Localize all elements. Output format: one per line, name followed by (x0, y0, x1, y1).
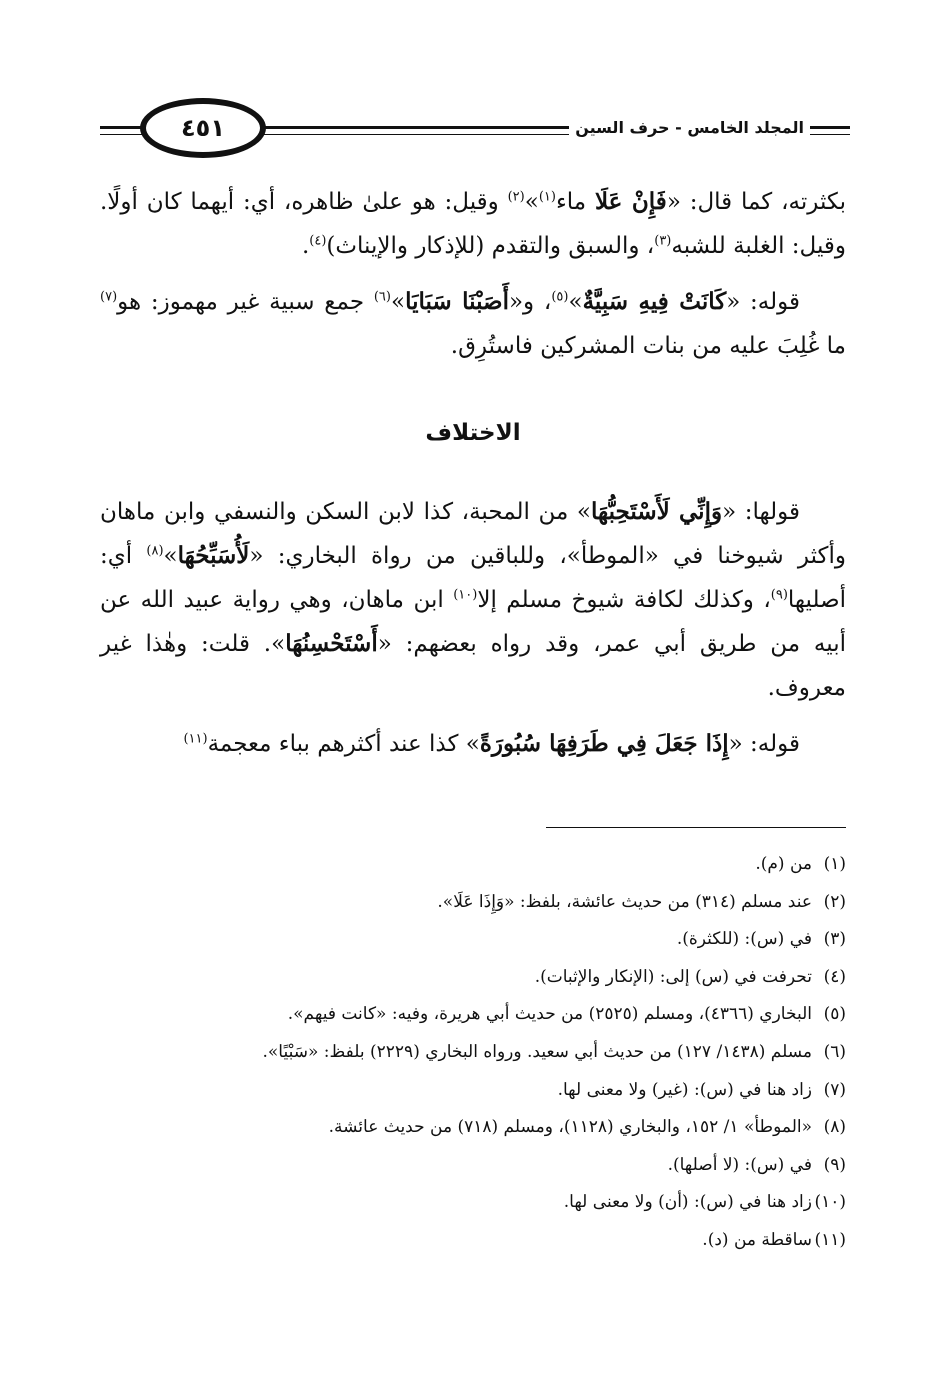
footnote-text: تحرفت في (س) إلى: (الإنكار والإثبات). (534, 966, 812, 987)
footnote-item (100, 884, 846, 922)
footnote-item (100, 959, 846, 997)
footnote-number: (٥) (823, 1004, 846, 1025)
hadith-quote: أَسْتَحْسِنُهَا (285, 630, 378, 657)
paragraph-2 (100, 280, 846, 368)
body-block-2 (100, 490, 846, 766)
footnote-text: زاد هنا في (س): (أن) ولا معنى لها. (563, 1192, 812, 1213)
hadith-quote: إِذَا جَعَلَ فِي طَرَفِهَا سُبُورَةً (479, 730, 729, 757)
text-run: . (301, 233, 310, 259)
footnote-number: (٣) (823, 929, 846, 950)
footnote-ref[interactable]: (٧) (100, 289, 118, 305)
footnote-number: (٢) (823, 891, 846, 912)
hadith-quote: وَإِنِّي لَأَسْتَحِبُّهَا (590, 498, 723, 525)
hadith-quote: لَأُسَبِّحُهَا (177, 542, 250, 569)
text-run: » (524, 189, 539, 215)
page-number: ٤٥١ (181, 114, 225, 142)
text-run: ، والسبق والتقدم (للإذكار والإيناث) (326, 233, 655, 259)
footnote-ref[interactable]: (٥) (551, 289, 569, 305)
text-run: ماء (555, 189, 595, 215)
section-heading: الاختلاف (425, 420, 521, 446)
footnote-number: (١) (823, 854, 846, 874)
hadith-quote: فَإِنْ عَلَا (594, 188, 667, 215)
footnote-ref[interactable]: (٣) (654, 233, 672, 249)
footnote-ref[interactable]: (١٠) (453, 587, 478, 603)
text-run: » (390, 289, 406, 315)
footnote-text: زاد هنا في (س): (غير) ولا معنى لها. (557, 1079, 812, 1100)
footnote-text: في (س): (للكثرة). (676, 929, 812, 950)
footnote-text: من (م). (755, 854, 812, 874)
footnote-item (100, 1222, 846, 1260)
body-block-1 (100, 180, 846, 368)
footnote-item (100, 846, 846, 884)
text-run: أي: أصليها (100, 543, 846, 613)
text-run: ». قلت: وهٰذا غير معروف. (100, 631, 846, 701)
footnote-text: ساقطة من (د). (702, 1229, 812, 1250)
page-number-badge (140, 98, 266, 158)
text-run: قوله: « (728, 731, 800, 757)
text-run: ، وكذلك لكافة شيوخ مسلم إلا (477, 587, 771, 613)
footnote-ref[interactable]: (٨) (146, 543, 164, 559)
text-run: » كذا عند أكثرهم بباء معجمة (207, 731, 480, 757)
hadith-quote: كَانَتْ فِيهِ سَبِيَّةٌ (582, 288, 727, 315)
page-header (100, 98, 850, 168)
footnote-ref[interactable]: (٤) (309, 233, 327, 249)
text-run: » (163, 543, 178, 569)
footnote-number: (٩) (823, 1154, 846, 1175)
footnote-ref[interactable]: (٢) (507, 189, 525, 205)
footnote-number: (٤) (823, 966, 846, 987)
text-run: ابن ماهان، وهي رواية عبيد الله عن أبيه من طريق أبي عمر، وقد رواه بعضهم: « (100, 587, 846, 657)
text-run: ، و« (508, 289, 552, 315)
footnote-number: (١٠) (814, 1192, 846, 1213)
footnote-item (100, 1109, 846, 1147)
paragraph-3 (100, 490, 846, 710)
footnote-text: في (س): (لا أصلها). (667, 1154, 812, 1175)
footnote-number: (٧) (823, 1079, 846, 1100)
footnote-item (100, 1034, 846, 1072)
footnote-text: البخاري (٤٣٦٦)، ومسلم (٢٥٢٥) من حديث أبي هريرة، وفيه: «كانت فيهم». (287, 1004, 812, 1025)
text-run: قولها: « (722, 499, 800, 525)
text-run: ما غُلِبَ عليه من بنات المشركين فاستُرِق. (450, 333, 846, 359)
paragraph-4 (100, 722, 846, 766)
footnotes-list (100, 846, 846, 1260)
footnote-separator (546, 827, 846, 828)
footnote-text: مسلم (١٤٣٨/ ١٢٧) من حديث أبي سعيد. ورواه البخاري (٢٢٢٩) بلفظ: «سَبْيًا». (262, 1041, 812, 1062)
footnote-number: (٦) (823, 1041, 846, 1062)
footnote-text: «الموطأ» ١/ ١٥٢، والبخاري (١١٢٨)، ومسلم (٧١٨) من حديث عائشة. (328, 1117, 812, 1138)
footnote-ref[interactable]: (٦) (373, 289, 391, 305)
footnote-ref[interactable]: (١) (538, 189, 556, 205)
footnote-item (100, 1147, 846, 1185)
text-run: بكثرته، كما قال: « (666, 189, 846, 215)
text-run: جمع سبية غير مهموز: هو (117, 289, 374, 315)
text-run: » من المحبة، كذا لابن السكن والنسفي وابن ماهان وأكثر شيوخنا في «الموطأ»، وللباقين من رواة البخاري: « (100, 499, 846, 569)
footnote-item (100, 1072, 846, 1110)
footnote-item (100, 921, 846, 959)
footnote-item (100, 996, 846, 1034)
footnote-number: (٨) (823, 1117, 846, 1138)
paragraph-1 (100, 180, 846, 268)
text-run: قوله: « (726, 289, 800, 315)
text-run: وقيل: هو علىٰ ظاهره، أي: أيهما كان أولًا. وقيل: الغلبة للشبه (100, 189, 846, 259)
footnote-number: (١١) (814, 1229, 846, 1250)
text-run: » (568, 289, 583, 315)
hadith-quote: أَصَبْنَا سَبَايَا (405, 288, 509, 315)
footnote-item (100, 1184, 846, 1222)
footnote-ref[interactable]: (١١) (183, 731, 208, 747)
footnote-text: عند مسلم (٣١٤) من حديث عائشة، بلفظ: «وَإِذَا عَلَا». (437, 891, 812, 912)
running-title: المجلد الخامس - حرف السين (569, 118, 810, 137)
footnote-ref[interactable]: (٩) (770, 587, 788, 603)
